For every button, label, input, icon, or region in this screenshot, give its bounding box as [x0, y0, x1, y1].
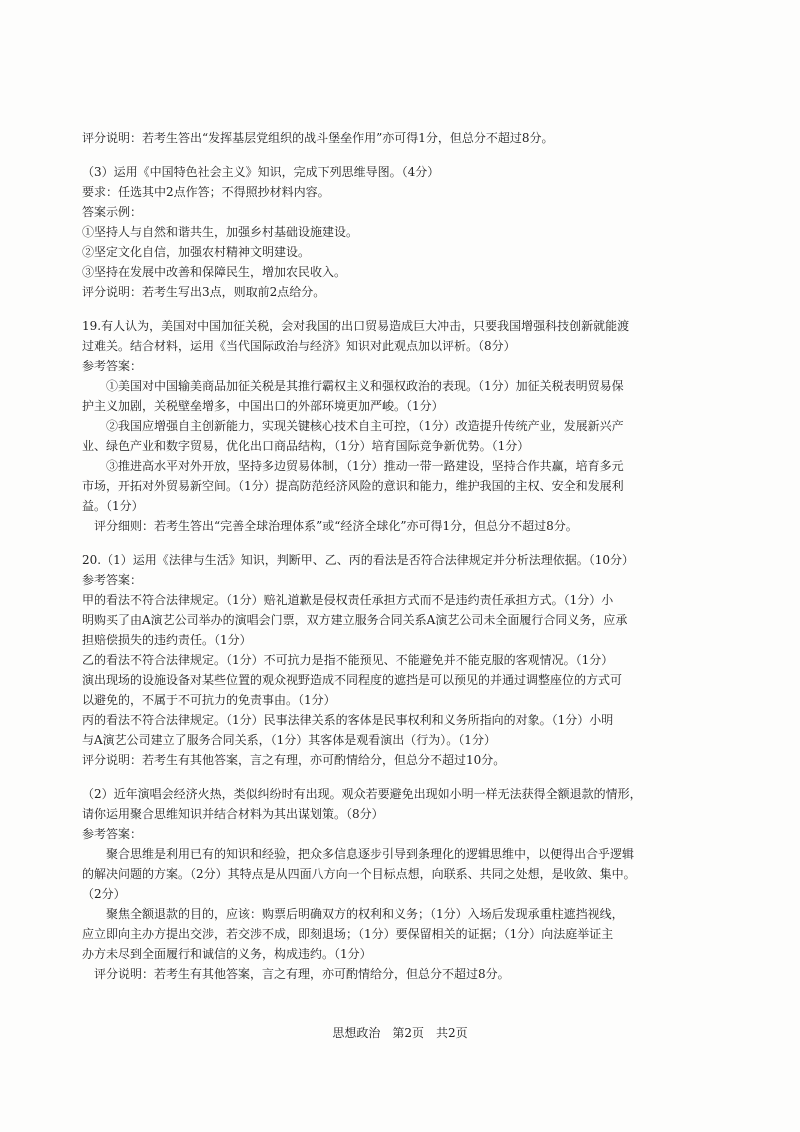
sample-answer-label: 答案示例：	[82, 205, 143, 219]
reference-answer-label: 参考答案：	[82, 359, 143, 373]
question-19-line: 19.有人认为，美国对中国加征关税，会对我国的出口贸易造成巨大冲击，只要我国增强科技创新就能渡	[82, 319, 630, 333]
scoring-note: 评分说明：若考生答出“发挥基层党组织的战斗堡垒作用”亦可得1分，但总分不超过8分。	[82, 131, 554, 145]
answer-line: 担赔偿损失的违约责任。（1分）	[82, 633, 252, 647]
answer-line: ②我国应增强自主创新能力，实现关键核心技术自主可控，（1分）改造提升传统产业，发展新兴产	[106, 419, 624, 433]
scoring-rule: 评分细则：若考生答出“完善全球治理体系”或“经济全球化”亦可得1分，但总分不超过8分。	[94, 519, 578, 533]
answer-line: ①美国对中国输美商品加征关税是其推行霸权主义和强权政治的表现。（1分）加征关税表明贸易保	[106, 379, 624, 393]
answer-line: 甲的看法不符合法律规定。（1分）赔礼道歉是侵权责任承担方式而不是违约责任承担方式。（1分）小	[82, 593, 614, 607]
scoring-note: 评分说明：若考生有其他答案，言之有理，亦可酌情给分，但总分不超过10分。	[82, 753, 506, 767]
answer-line: （2分）	[82, 887, 126, 901]
answer-line: 护主义加剧，关税壁垒增多，中国出口的外部环境更加严峻。（1分）	[82, 399, 444, 413]
answer-line: 聚焦全额退款的目的，应该：购票后明确双方的权利和义务；（1分）入场后发现承重柱遮挡视线，	[106, 907, 624, 921]
question-19-line: 过难关。结合材料，运用《当代国际政治与经济》知识对此观点加以评析。（8分）	[82, 339, 516, 353]
scoring-note: 评分说明：若考生写出3点，则取前2点给分。	[82, 285, 326, 299]
answer-line: 应立即向主办方提出交涉，若交涉不成，即刻退场；（1分）要保留相关的证据；（1分）向法庭举证主	[82, 927, 614, 941]
answer-line: 明购买了由A演艺公司举办的演唱会门票，双方建立服务合同关系A演艺公司未全面履行合同义务，应承	[82, 613, 628, 627]
answer-line: 以避免的，不属于不可抗力的免责事由。（1分）	[82, 693, 336, 707]
answer-line: 的解决问题的方案。（2分）其特点是从四面八方向一个目标点想，向联系、共同之处想，是收敛、集中。	[82, 867, 636, 881]
page-footer: 思想政治 第2页 共2页	[332, 1026, 468, 1040]
answer-line: 办方未尽到全面履行和诚信的义务，构成违约。（1分）	[82, 947, 372, 961]
answer-line: 与A演艺公司建立了服务合同关系，（1分）其客体是观看演出（行为）。（1分）	[82, 733, 496, 747]
answer-line: 市场，开拓对外贸易新空间。（1分）提高防范经济风险的意识和能力，维护我国的主权、安全和发展利	[82, 479, 624, 493]
question-3-title: （3）运用《中国特色社会主义》知识，完成下列思维导图。（4分）	[82, 165, 440, 179]
scoring-note: 评分说明：若考生有其他答案，言之有理，亦可酌情给分，但总分不超过8分。	[94, 967, 510, 981]
question-20-part-1-title: 20.（1）运用《法律与生活》知识，判断甲、乙、丙的看法是否符合法律规定并分析法理依据。（10分）	[82, 553, 634, 567]
answer-line: 聚合思维是利用已有的知识和经验，把众多信息逐步引导到条理化的逻辑思维中，以便得出合乎逻辑	[106, 847, 635, 861]
answer-line: 益。（1分）	[82, 499, 144, 513]
answer-content	[82, 128, 722, 984]
question-3-requirement: 要求：任选其中2点作答；不得照抄材料内容。	[82, 185, 330, 199]
question-20-part-2-line: 请你运用聚合思维知识并结合材料为其出谋划策。（8分）	[82, 807, 384, 821]
question-20-part-2-line: （2）近年演唱会经济火热，类似纠纷时有出现。观众若要避免出现如小明一样无法获得全额退款的情形，	[82, 787, 642, 801]
sample-answer-3: ③坚持在发展中改善和保障民生，增加农民收入。	[82, 265, 347, 279]
sample-answer-1: ①坚持人与自然和谐共生，加强乡村基础设施建设。	[82, 225, 359, 239]
answer-line: 乙的看法不符合法律规定。（1分）不可抗力是指不能预见、不能避免并不能克服的客观情况。（1分）	[82, 653, 614, 667]
reference-answer-label: 参考答案：	[82, 573, 143, 587]
answer-line: 演出现场的设施设备对某些位置的观众视野造成不同程度的遮挡是可以预见的并通过调整座位的方式可	[82, 673, 623, 687]
answer-line: ③推进高水平对外开放，坚持多边贸易体制，（1分）推动一带一路建设，坚持合作共赢，培育多元	[106, 459, 624, 473]
reference-answer-label: 参考答案：	[82, 827, 143, 841]
answer-line: 业、绿色产业和数字贸易，优化出口商品结构，（1分）培育国际竞争新优势。（1分）	[82, 439, 530, 453]
sample-answer-2: ②坚定文化自信，加强农村精神文明建设。	[82, 245, 311, 259]
answer-line: 丙的看法不符合法律规定。（1分）民事法律关系的客体是民事权利和义务所指向的对象。（1分）小明	[82, 713, 614, 727]
